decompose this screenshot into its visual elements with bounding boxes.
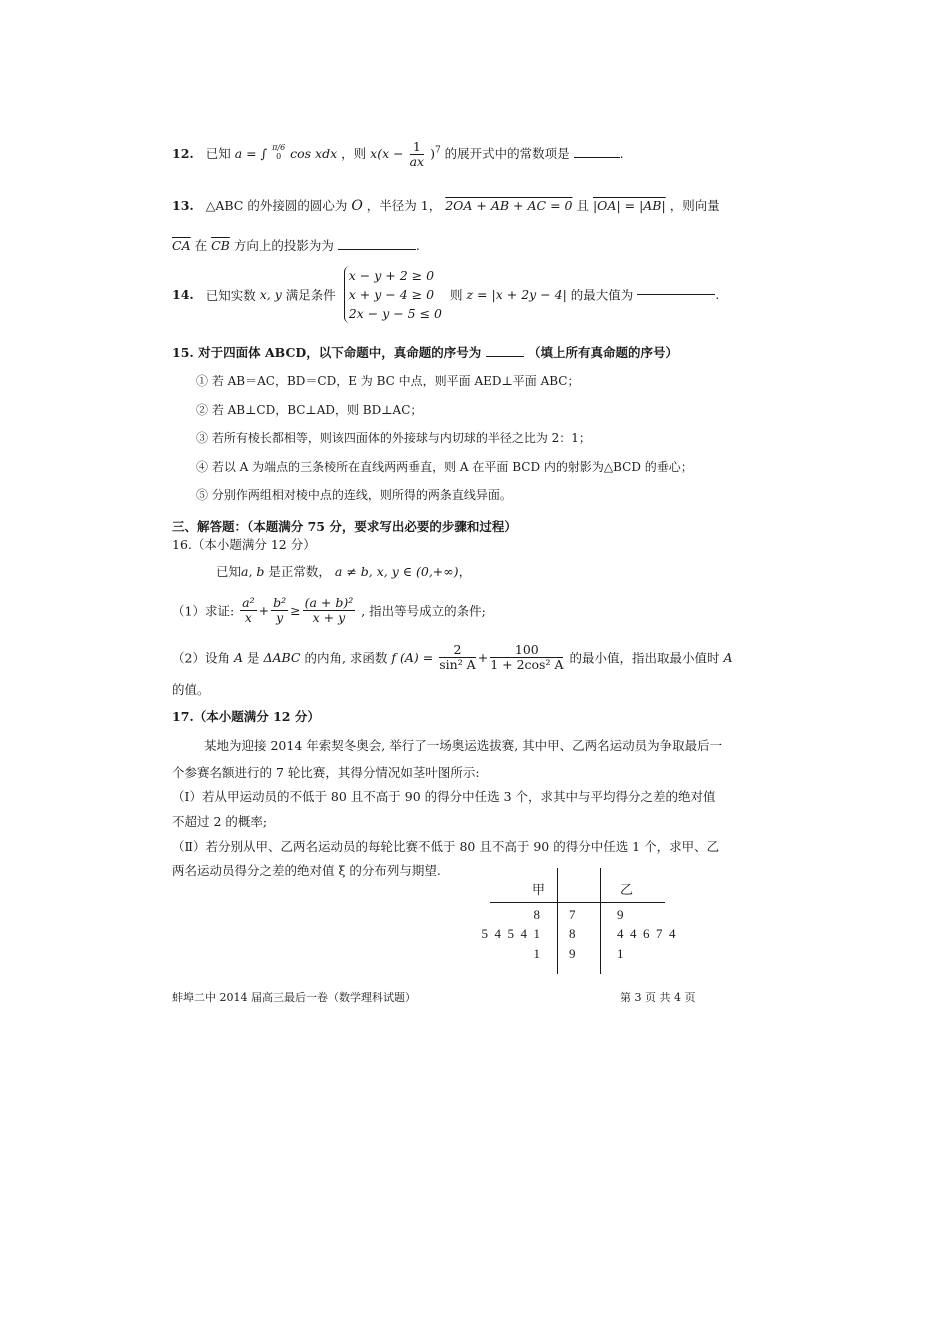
stem-leaf-row3-left: 1 xyxy=(533,946,540,961)
question-12 xyxy=(172,140,624,169)
q13-cond: 且 xyxy=(576,198,589,213)
q14-objective: z = |x + 2y − 4| xyxy=(466,287,567,302)
q16-p1-post: , 指出等号成立的条件; xyxy=(361,603,486,619)
q16-y: y xyxy=(276,609,284,625)
q16-x: x xyxy=(244,609,252,625)
q15-option-2: ② 若 AB⊥CD，BC⊥AD，则 BD⊥AC； xyxy=(196,403,423,417)
question-13-line2 xyxy=(172,236,420,254)
q16-frac-100-cos xyxy=(490,643,563,672)
question-13-line1 xyxy=(172,196,720,214)
q16-p2-mid2: 的内角, 求函数 xyxy=(304,650,388,666)
q12-number: 12. xyxy=(172,145,194,161)
question-14 xyxy=(172,266,719,323)
q16-frac-rhs xyxy=(303,596,356,625)
stem-leaf-row2-stem: 8 xyxy=(569,926,576,941)
q13-text3: ，则向量 xyxy=(669,198,720,213)
q15-hint: （填上所有真命题的序号） xyxy=(527,345,678,360)
q16-a2: a² xyxy=(242,595,255,610)
q16-given-ab: a, b xyxy=(241,564,265,579)
section-3-heading: 三、解答题：（本题满分 75 分，要求写出必要的步骤和过程） xyxy=(172,519,517,534)
stem-leaf-vline-right xyxy=(600,868,601,974)
q16-p2-triangle: ΔABC xyxy=(263,649,301,665)
q16-given xyxy=(216,562,471,580)
q17-part-1a: （Ⅰ）若从甲运动员的不低于 80 且不高于 90 的得分中任选 3 个，求其中与平均得分之差的绝对值 xyxy=(172,789,716,804)
stem-leaf-row1-left: 8 xyxy=(533,907,540,922)
q13-center-O: O xyxy=(351,198,363,214)
q16-part-2: （2）设角 A 是 ΔABC 的内角, 求函数 f (A) = $\frac{2}{\text{sin² A}}$ + $\frac{100}{\text{1 + 2cos² A}}$ 的最小值，指出取最小值时 A xyxy=(172,642,733,672)
stem-leaf-row3-stem: 9 xyxy=(569,946,576,961)
q14-end: . xyxy=(715,287,720,302)
stem-leaf-hline xyxy=(490,902,665,903)
q13-text4: 方向上的投影为为 xyxy=(233,238,334,253)
q13-text1: △ABC 的外接圆的圆心为 xyxy=(205,198,348,213)
q12-text-pre: 已知 xyxy=(205,145,231,161)
q17-part-2b: 两名运动员得分之差的绝对值 ξ 的分布列与期望. xyxy=(172,863,441,878)
q14-answer-blank xyxy=(637,294,715,295)
q17-body-2: 个参赛名额进行的 7 轮比赛，其得分情况如茎叶图所示: xyxy=(172,765,480,780)
stem-leaf-plot xyxy=(440,868,720,974)
q16-p2-label: （2）设角 xyxy=(172,650,230,666)
q16-head: 16.（本小题满分 12 分） xyxy=(172,537,316,552)
stem-leaf-row1-stem: 7 xyxy=(569,907,576,922)
stem-leaf-row1-right: 9 xyxy=(617,907,624,922)
stem-leaf-row3-right: 1 xyxy=(617,946,624,961)
q16-p2-line2: 的值。 xyxy=(172,682,210,697)
q13-answer-blank xyxy=(338,249,416,250)
q12-frac-den: ax xyxy=(409,153,425,169)
q16-n1: 2 xyxy=(439,643,475,658)
q16-d1: sin² A xyxy=(439,656,476,672)
q14-vars: x, y xyxy=(259,287,282,302)
q14-constraint-1: x − y + 2 ≥ 0 xyxy=(348,268,435,283)
q13-vector-CB: $\overline{CB}$ xyxy=(211,238,230,253)
q14-pre: 已知实数 xyxy=(205,287,256,303)
q12-a-eq: a = ∫ xyxy=(234,145,268,161)
q16-p2-mid: 是 xyxy=(246,650,260,666)
q15-answer-blank xyxy=(486,356,524,357)
q12-integrand: cos xdx xyxy=(290,145,338,161)
q16-n2: 100 xyxy=(490,643,563,658)
q16-rhs-num: (a + b)² xyxy=(304,595,354,610)
q12-post: 的展开式中的常数项是 xyxy=(444,145,570,161)
q13-text2: ，半径为 1， xyxy=(366,198,442,213)
q14-constraint-2: x + y − 4 ≥ 0 xyxy=(348,287,435,302)
q12-fraction xyxy=(410,140,425,169)
q16-given-cond: a ≠ b, x, y ∈ (0,+∞) xyxy=(334,564,459,579)
q15-option-1: ① 若 AB＝AC，BD＝CD，E 为 BC 中点，则平面 AED⊥平面 ABC； xyxy=(196,374,580,388)
q16-p2-A: A xyxy=(233,649,243,665)
q16-p2-f: f (A) = xyxy=(391,649,434,665)
q17-body-1: 某地为迎接 2014 年索契冬奥会, 举行了一场奥运选拔赛, 其中甲、乙两名运动员为争取最后一 xyxy=(204,738,723,753)
q16-p2-post: 的最小值，指出取最小值时 xyxy=(569,650,720,666)
q13-end: . xyxy=(415,238,420,253)
q15-option-5: ⑤ 分别作两组相对棱中点的连线，则所得的两条直线异面。 xyxy=(196,488,512,502)
q12-end: . xyxy=(619,145,624,161)
q17-head: 17.（本小题满分 12 分） xyxy=(172,709,320,724)
q14-constraint-system xyxy=(344,266,442,323)
q14-cond-label: 满足条件 xyxy=(285,287,336,303)
q17-part-2a: （Ⅱ）若分别从甲、乙两名运动员的每轮比赛不低于 80 且不高于 90 的得分中任选 1 个，求甲、乙 xyxy=(172,839,720,854)
q16-frac-a2-x xyxy=(240,596,256,625)
q13-vector-CA: $\overline{CA}$ xyxy=(172,238,191,253)
q16-part-1: （1）求证: $\frac{\text{a²}}{x}$ + $\frac{\text{b²}}{y}$ ≥ $\frac{\text{(a + b)²}}{x + y}$ , 指出等号成立的条件; xyxy=(172,595,486,625)
q12-limits xyxy=(272,144,285,162)
q16-b2: b² xyxy=(273,595,287,610)
q12-answer-blank xyxy=(574,157,620,158)
q16-given-mid: 是正常数， xyxy=(268,564,331,579)
q16-frac-b2-y xyxy=(271,596,288,625)
stem-leaf-vline-left xyxy=(557,868,558,974)
q16-d2: 1 + 2cos² A xyxy=(490,656,564,672)
q16-rhs-den: x + y xyxy=(312,609,346,625)
q17-part-1b: 不超过 2 的概率; xyxy=(172,814,268,829)
q16-given-end: ， xyxy=(458,564,472,579)
q12-frac-num: 1 xyxy=(410,140,425,155)
q12-expr-post: ) xyxy=(430,145,435,161)
q13-abs-equation: |OA| = |AB| xyxy=(592,198,666,213)
q12-mid: ，则 xyxy=(341,145,367,161)
q16-given-pre: 已知 xyxy=(216,564,242,579)
stem-leaf-row2-left: 5 4 5 4 1 xyxy=(481,926,540,941)
q12-expr-pre: x(x − xyxy=(370,145,404,161)
q14-then: 则 xyxy=(450,287,463,303)
q13-on: 在 xyxy=(194,238,208,253)
q14-constraint-3: 2x − y − 5 ≤ 0 xyxy=(348,306,443,321)
q16-frac-2-sin xyxy=(439,643,475,672)
q12-exponent: 7 xyxy=(434,145,441,156)
stem-leaf-row2-right: 4 4 6 7 4 xyxy=(617,926,676,941)
footer-left: 蚌埠二中 2014 届高三最后一卷（数学理科试题） xyxy=(172,991,416,1004)
stem-leaf-right-header: 乙 xyxy=(620,882,634,897)
q13-vector-equation: 2OA + AB + AC = 0 xyxy=(445,198,573,213)
q15-option-3: ③ 若所有棱长都相等，则该四面体的外接球与内切球的半径之比为 2：1； xyxy=(196,431,591,445)
q14-number: 14. xyxy=(172,287,194,302)
q14-post: 的最大值为 xyxy=(570,287,634,303)
q16-p2-A2: A xyxy=(723,649,733,665)
stem-leaf-left-header: 甲 xyxy=(532,882,546,897)
q15-head: 15. 对于四面体 ABCD，以下命题中，真命题的序号为 xyxy=(172,345,482,360)
footer-right: 第 3 页 共 4 页 xyxy=(620,991,696,1004)
q12-upper: π/6 xyxy=(272,142,286,152)
q13-number: 13. xyxy=(172,198,194,213)
q15-option-4: ④ 若以 A 为端点的三条棱所在直线两两垂直，则 A 在平面 BCD 内的射影为△BCD 的垂心； xyxy=(196,460,693,474)
question-15-head xyxy=(172,343,678,361)
q16-p1-label: （1）求证: xyxy=(172,603,235,619)
q12-lower: 0 xyxy=(276,151,282,161)
